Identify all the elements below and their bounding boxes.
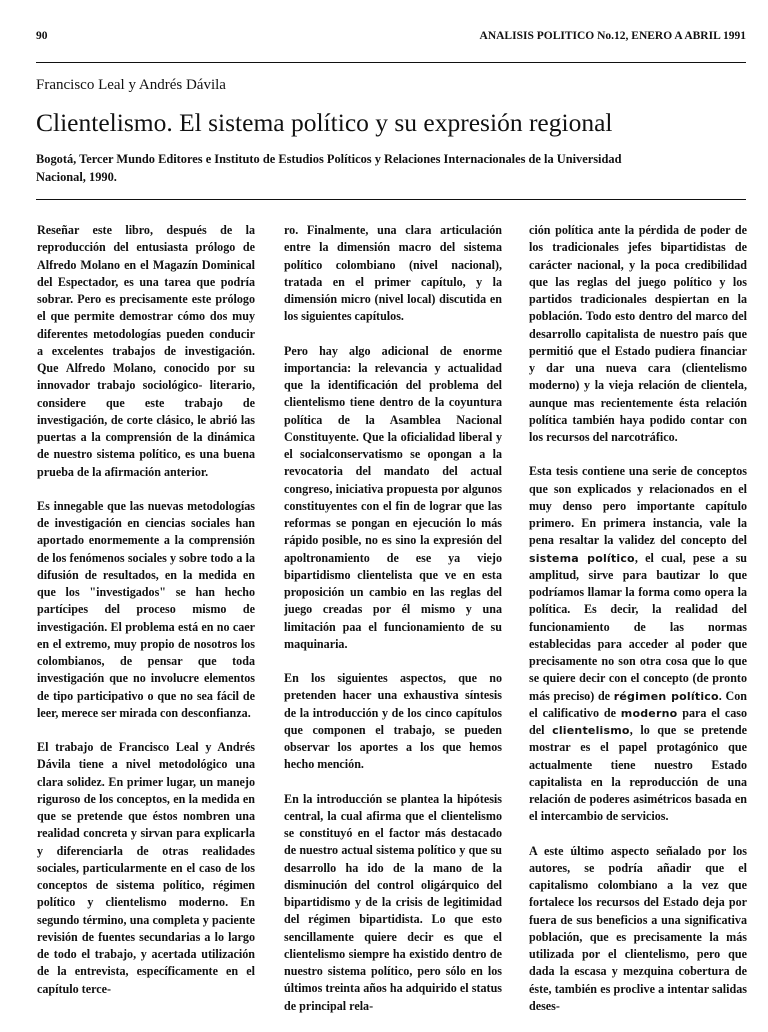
- paragraph: Reseñar este libro, después de la reproducción del entusiasta prólogo de Alfredo Molano en el Magazín Dominical del Espectador, es una tarea que podría sobrar. Pero es precisamente este prólogo el que permite demostrar cómo dos muy diferentes metodologías pueden conducir a excelentes trabajos de investigación. Que Alfredo Molano, conocido por su innovador trabajo sociológico- literario, considere que este trabajo de investigación, de corte clásico, le abrió las puertas a la comprensión de la dinámica de nuestro sistema político, es una buena prueba de la afirmación anterior.: [37, 223, 255, 479]
- text-run: Esta tesis contiene una serie de conceptos que son explicados y relacionados en el muy denso pero importante capítulo primero. En primera instancia, vale la pena resaltar la validez del concepto del: [529, 464, 747, 548]
- paragraph: ro. Finalmente, una clara articulación entre la dimensión macro del sistema político colombiano (nivel nacional), tratada en el primer capítulo, y la dimensión micro (nivel local) discutida en los siguientes capítulos.: [284, 223, 502, 324]
- paragraph: En la introducción se plantea la hipótesis central, la cual afirma que el clientelismo se constituyó en el factor más destacado de nuestro actual sistema político y que su desarrollo ha ido de la mano de la disminución del control oligárquico del bipartidismo y de la crisis de legitimidad del régimen bipartidista. Lo que esto sencillamente quiere decir es que el clientelismo siempre ha existido dentro de nuestro sistema político, pero sólo en los últimos treinta años ha adquirido el status de principal rela-: [284, 791, 502, 1013]
- paragraph: ción política ante la pérdida de poder de los tradicionales jefes bipartidistas de carácter nacional, y la poca credibilidad que las reglas del juego político y los partidos tradicionales despiertan en la población. Todo esto dentro del marco del desarrollo capitalista de nuestro país que permitió que el Estado pudiera financiar y dar una nueva cara (clientelismo moderno) y la vieja relación de clientela, aunque mas recientemente ésta relación política también haya podido contar con los recursos del narcotráfico.: [529, 223, 747, 444]
- paragraph: A este último aspecto señalado por los autores, se podría añadir que el capitalismo colombiano a la vez que fortalece los recursos del Estado deja por fuera de sus beneficios a una significativa población, que es precisamente la más utilizada por el clientelismo, pero que dada la escasa y mezquina cobertura de éste, también es proclive a intentar salidas deses-: [529, 843, 747, 1013]
- paragraph: [529, 463, 747, 825]
- header-divider: [36, 62, 746, 63]
- key-term: clientelismo: [552, 724, 630, 737]
- key-term: sistema político: [529, 551, 635, 565]
- text-column-3: [529, 222, 747, 1032]
- text-run: , el cual, pese a su amplitud, sirve para bautizar lo que podríamos llamar la forma como opera la política. Es decir, la realidad del funcionamiento de las normas establecidas para acceder al poder que precisamente no son otra cosa que lo que se quiere decir con el concepto (de pronto más preciso) de: [529, 550, 747, 703]
- key-term: moderno: [620, 706, 678, 720]
- text-column-2: [284, 222, 502, 1032]
- review-title: Clientelismo. El sistema político y su expresión regional: [36, 108, 613, 137]
- paragraph: El trabajo de Francisco Leal y Andrés Dávila tiene a nivel metodológico una clara solidez. En primer lugar, un manejo riguroso de los conceptos, en la medida en que se pretende que éstos nombren una realidad concreta y sirvan para explicarla y diferenciarla de otras realidades sociales, particularmente en el caso de los conceptos de sistema político, régimen político y clientelismo moderno. En segundo término, una completa y paciente revisión de fuentes secundarias a lo largo de todo el trabajo, y acertada utilización de la entrevista, específicamente en el capítulo terce-: [37, 740, 255, 996]
- page-number: 90: [36, 30, 48, 42]
- text-column-1: [37, 222, 255, 1015]
- text-run: . Con el calificativo de: [529, 688, 747, 720]
- text-run: , lo que se pretende mostrar es el papel protagónico que actualmente tiene nuestro Estado capitalista en la reproducción de una relación de poderes asimétricos basada en el intercambio de servicios.: [529, 723, 747, 824]
- title-divider: [36, 199, 746, 200]
- journal-citation: ANALISIS POLITICO No.12, ENERO A ABRIL 1991: [479, 30, 746, 42]
- publication-info: Bogotá, Tercer Mundo Editores e Instituto de Estudios Políticos y Relaciones Internacionales de la Universidad Nacional, 1990.: [36, 152, 622, 184]
- paragraph: En los siguientes aspectos, que no pretenden hacer una exhaustiva síntesis de la introducción y de los cinco capítulos que componen el trabajo, se pueden observar los aportes a los que hemos hecho mención.: [284, 671, 502, 772]
- paragraph: Pero hay algo adicional de enorme importancia: la relevancia y actualidad que la identificación del problema del clientelismo tiene dentro de la coyuntura política de la Asamblea Nacional Constituyente. Que la oficialidad liberal y el socialconservatismo se opongan a la revocatoria del mandato del actual congreso, iniciativa propuesta por algunos constituyentes con el fin de lograr que las reformas se pongan en ejecución lo más rápido posible, no es sino la expresión del apoltronamiento de ese ya viejo bipartidismo clientelista que ve en esta proposición un cambio en las reglas del juego creadas por él mismo y una limitación paa el funcionamiento de su maquinaria.: [284, 343, 502, 651]
- review-authors: Francisco Leal y Andrés Dávila: [36, 77, 226, 93]
- text-run: para el caso del: [529, 705, 748, 737]
- paragraph: Es innegable que las nuevas metodologías de investigación en ciencias sociales han aportado enormemente a la comprensión de los fenómenos sociales y sobre todo a la difusión de resultados, en la medida en que los "investigados" se han hecho partícipes del proceso mismo de investigación. El problema está en no caer en el extremo, muy propio de nosotros los colombianos, de pensar que toda investigación que no involucre elementos de tipo participativo o que no sea fácil de leer, merece ser mirada con desconfianza.: [37, 498, 255, 720]
- key-term: régimen político: [613, 689, 719, 703]
